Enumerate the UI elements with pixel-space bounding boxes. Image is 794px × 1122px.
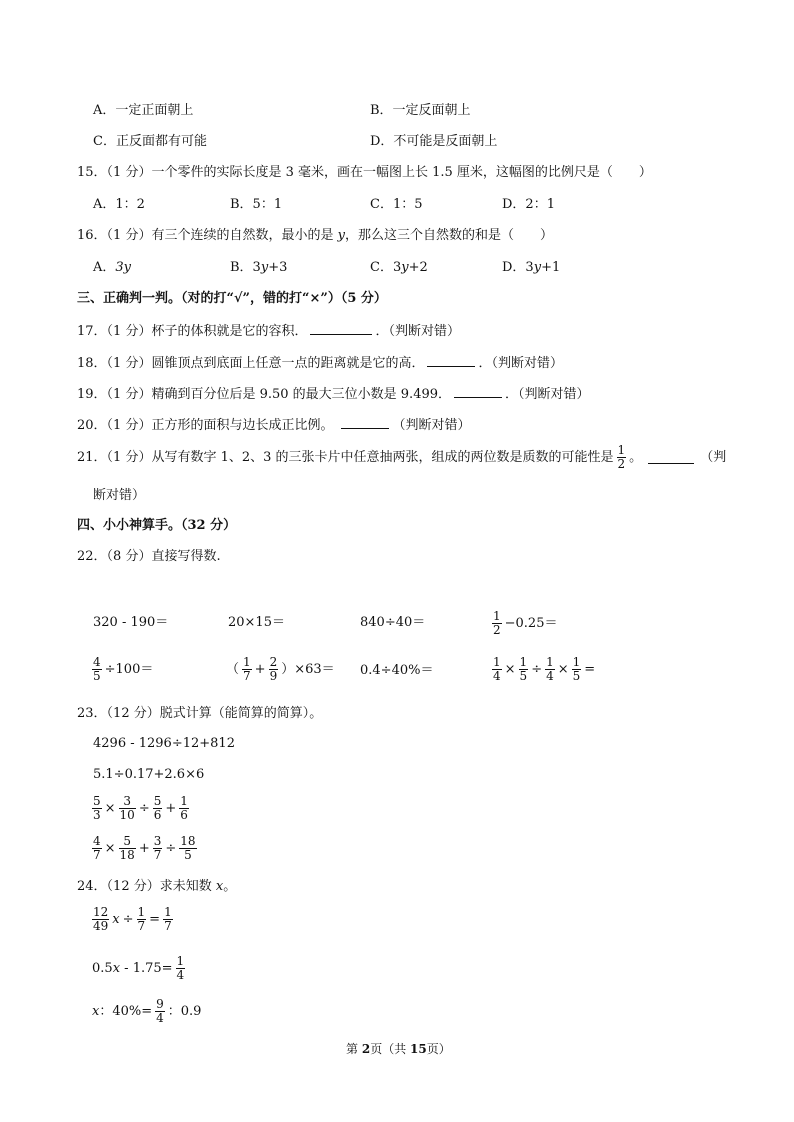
frac-4 (179, 795, 189, 822)
frac-denominator: 7 (137, 919, 146, 934)
q16-stem (77, 229, 553, 242)
frac-numerator: 5 (153, 794, 162, 808)
frac-2 (119, 835, 136, 862)
frac-numerator: 5 (119, 835, 136, 849)
q16-option-c-suffix: +2 (408, 260, 428, 275)
footer-text-b: 页（共 (370, 1042, 411, 1056)
frac-numerator: 5 (93, 794, 101, 808)
frac-denominator: 49 (93, 919, 109, 934)
frac-numerator: 1 (164, 905, 172, 919)
q22-r1-c: 840÷40＝ (360, 615, 426, 630)
footer-text-a: 第 (346, 1042, 362, 1056)
operator: + (165, 801, 177, 817)
q16-option-a-prefix: A． (93, 260, 116, 275)
frac-denominator: 5 (93, 669, 101, 684)
frac-numerator: 4 (93, 655, 101, 669)
q23-expr-2: 5.1÷0.17+2.6×6 (93, 767, 205, 782)
q16-option-b-prefix: B．3 (230, 260, 261, 275)
frac-numerator: 1 (519, 655, 528, 669)
q14-option-d: D．不可能是反面朝上 (370, 134, 498, 149)
q22-r2-c: 0.4÷40%＝ (360, 663, 434, 678)
q21-answer-blank[interactable] (648, 451, 694, 464)
frac-numerator: 4 (93, 834, 101, 848)
q16-option-b-suffix: +3 (268, 260, 288, 275)
frac-numerator: 1 (493, 609, 501, 623)
q22-r2-a (92, 656, 153, 683)
frac-denominator: 9 (269, 669, 278, 684)
frac-numerator: 2 (269, 655, 278, 669)
operator: + (138, 841, 150, 857)
paren-close: ）×63＝ (281, 662, 335, 678)
q24-eq-2 (92, 955, 185, 982)
q22-r2-b-frac1 (242, 656, 252, 683)
q16-stem-b: ，那么这三个自然数的和是（ ） (344, 228, 553, 243)
frac-numerator: 12 (93, 905, 109, 919)
q16-option-d-prefix: D．3 (502, 260, 534, 275)
section4-title: 四、小小神算手。（32 分） (77, 518, 237, 533)
frac-denominator: 5 (572, 669, 581, 684)
frac-1 (92, 835, 102, 862)
q18-suffix: ．（判断对错） (478, 356, 563, 371)
section3-title: 三、正确判一判。（对的打“√”，错的打“×”）（5 分） (77, 291, 387, 306)
frac-2 (137, 906, 147, 933)
frac-numerator: 1 (180, 794, 188, 808)
q24-eq-2-lhs (92, 962, 173, 975)
q24-eq-3-mid: ：40%= (99, 1004, 153, 1020)
frac-1 (92, 906, 109, 933)
q22-r1-d-frac (492, 610, 502, 637)
q22-r2-a-tail: ÷100＝ (104, 662, 154, 678)
q20-stem: 20．（1 分）正方形的面积与边长成正比例。 (77, 418, 334, 433)
plus-sign: + (254, 662, 266, 678)
q22-r1-b: 20×15＝ (228, 615, 285, 630)
q17 (77, 322, 460, 338)
q22-r2-b (226, 656, 335, 683)
q21-fraction (617, 444, 627, 471)
q16-option-a-var: 3y (115, 260, 132, 275)
q15-option-d: D．2：1 (502, 197, 555, 212)
frac-denominator: 4 (156, 1011, 164, 1026)
frac-4 (572, 656, 582, 683)
coefficient: 0.5 (92, 961, 113, 977)
frac-numerator: 1 (137, 905, 146, 919)
q15-stem: 15．（1 分）一个零件的实际长度是 3 毫米，画在一幅图上长 1.5 厘米，这幅图的比例尺是（ ） (77, 165, 652, 180)
q17-stem: 17．（1 分）杯子的体积就是它的容积． (77, 324, 308, 339)
paren-open: （ (226, 662, 240, 678)
frac-numerator: 9 (156, 997, 164, 1011)
q15-option-c: C．1：5 (370, 197, 423, 212)
operator: × (504, 662, 516, 678)
q24-eq-3-lhs (92, 1005, 152, 1018)
q22-r2-b-frac2 (269, 656, 279, 683)
frac-3 (163, 906, 173, 933)
frac-1 (176, 955, 186, 982)
q23-stem: 23．（12 分）脱式计算（能简算的简算）。 (77, 706, 323, 721)
frac-numerator: 1 (243, 655, 251, 669)
q22-stem: 22．（8 分）直接写得数. (77, 549, 221, 564)
frac-3 (545, 656, 555, 683)
frac-denominator: 7 (93, 848, 101, 863)
q16-option-b-var: y (260, 260, 269, 275)
q20-suffix: （判断对错） (392, 418, 471, 433)
frac-numerator: 1 (176, 954, 185, 968)
q24-stem-b: 。 (223, 879, 237, 894)
frac-denominator: 3 (93, 808, 101, 823)
equals-sign: = (584, 662, 596, 678)
q15-option-a: A．1：2 (93, 197, 145, 212)
q14-option-b: B．一定反面朝上 (370, 103, 471, 118)
q16-option-c-prefix: C．3 (370, 260, 402, 275)
frac-3 (153, 795, 163, 822)
frac-2 (119, 795, 136, 822)
q21-frac-denominator: 2 (617, 457, 626, 472)
frac-denominator: 4 (176, 968, 185, 983)
operator: ÷ (165, 841, 177, 857)
operator: × (557, 662, 569, 678)
frac-numerator: 1 (572, 655, 581, 669)
q16-option-d-var: y (533, 260, 542, 275)
frac-numerator: 3 (153, 834, 162, 848)
q24-stem (77, 880, 236, 893)
frac-numerator: 1 (493, 655, 501, 669)
frac-denominator: 7 (164, 919, 172, 934)
q24-var: x (215, 879, 224, 894)
q21-suffix: （判 (700, 450, 727, 466)
q16-option-d-suffix: +1 (541, 260, 561, 275)
q22-r2-a-frac (92, 656, 102, 683)
q18-answer-blank[interactable] (427, 354, 475, 367)
frac-4 (179, 835, 196, 862)
q18-stem: 18．（1 分）圆锥顶点到底面上任意一点的距离就是它的高． (77, 356, 425, 371)
frac-1 (155, 998, 165, 1025)
q21-mid: 。 (629, 450, 643, 466)
page-total: 15 (410, 1042, 427, 1056)
q24-eq-2-mid: - 1.75= (120, 961, 173, 977)
q14-option-c: C．正反面都有可能 (93, 134, 207, 149)
frac-denominator: 10 (119, 808, 135, 823)
q15-option-b: B．5：1 (230, 197, 283, 212)
q23-expr-4 (92, 835, 197, 862)
q21 (77, 444, 726, 471)
q22-r2-d (492, 656, 595, 683)
q21-line2: 断对错） (93, 488, 146, 503)
q19-stem: 19．（1 分）精确到百分位后是 9.50 的最大三位小数是 9.499． (77, 387, 452, 402)
q17-answer-blank[interactable] (310, 322, 372, 335)
q24-stem-a: 24．（12 分）求未知数 (77, 879, 216, 894)
frac-denominator: 18 (119, 848, 135, 863)
frac-denominator: 4 (546, 669, 554, 684)
variable: x (112, 961, 121, 977)
q24-eq-1 (92, 906, 173, 933)
frac-numerator: 1 (546, 655, 554, 669)
frac-2 (519, 656, 529, 683)
q20-answer-blank[interactable] (341, 416, 389, 429)
operator: ÷ (122, 912, 134, 928)
frac-denominator: 4 (493, 669, 501, 684)
frac-denominator: 6 (153, 808, 162, 823)
q16-option-c (370, 261, 428, 274)
frac-numerator: 18 (180, 834, 196, 848)
frac-denominator: 7 (243, 669, 251, 684)
operator: ÷ (531, 662, 543, 678)
operator: × (104, 801, 116, 817)
q23-expr-1: 4296 - 1296÷12+812 (93, 736, 235, 751)
frac-denominator: 7 (153, 848, 162, 863)
q19-suffix: ．（判断对错） (505, 387, 590, 402)
variable: x (112, 912, 120, 928)
q24-eq-3 (92, 998, 201, 1025)
q16-option-c-var: y (401, 260, 409, 275)
q16-var: y (337, 228, 345, 243)
frac-denominator: 6 (180, 808, 188, 823)
variable: x (92, 1004, 100, 1020)
frac-1 (92, 795, 102, 822)
q20 (77, 416, 470, 432)
frac-denominator: 2 (493, 623, 501, 638)
q24-eq-3-tail: ：0.9 (167, 1004, 202, 1020)
q19 (77, 385, 590, 401)
q18 (77, 354, 563, 370)
frac-denominator: 5 (184, 848, 192, 863)
q22-r1-a: 320 - 190＝ (93, 615, 169, 630)
operator: × (104, 841, 116, 857)
q21-stem: 21．（1 分）从写有数字 1、2、3 的三张卡片中任意抽两张，组成的两位数是质数的可能性是 (77, 450, 614, 466)
q23-expr-3 (92, 795, 189, 822)
q21-frac-numerator: 1 (617, 443, 626, 457)
q22-r1-d (492, 610, 557, 637)
q17-suffix: ．（判断对错） (375, 324, 460, 339)
equals-sign: = (149, 912, 161, 928)
page-number: 2 (361, 1042, 371, 1056)
q22-r1-d-tail: −0.25＝ (504, 616, 558, 632)
q14-option-a: A．一定正面朝上 (93, 103, 194, 118)
footer-text-c: 页） (426, 1042, 451, 1056)
frac-3 (153, 835, 163, 862)
q19-answer-blank[interactable] (454, 385, 502, 398)
operator: ÷ (138, 801, 150, 817)
page-footer (346, 1043, 451, 1055)
frac-numerator: 3 (119, 795, 136, 809)
q16-option-b (230, 261, 287, 274)
q16-stem-a: 16．（1 分）有三个连续的自然数，最小的是 (77, 228, 338, 243)
q16-option-a (93, 261, 131, 274)
frac-1 (492, 656, 502, 683)
frac-denominator: 5 (519, 669, 528, 684)
q16-option-d (502, 261, 560, 274)
